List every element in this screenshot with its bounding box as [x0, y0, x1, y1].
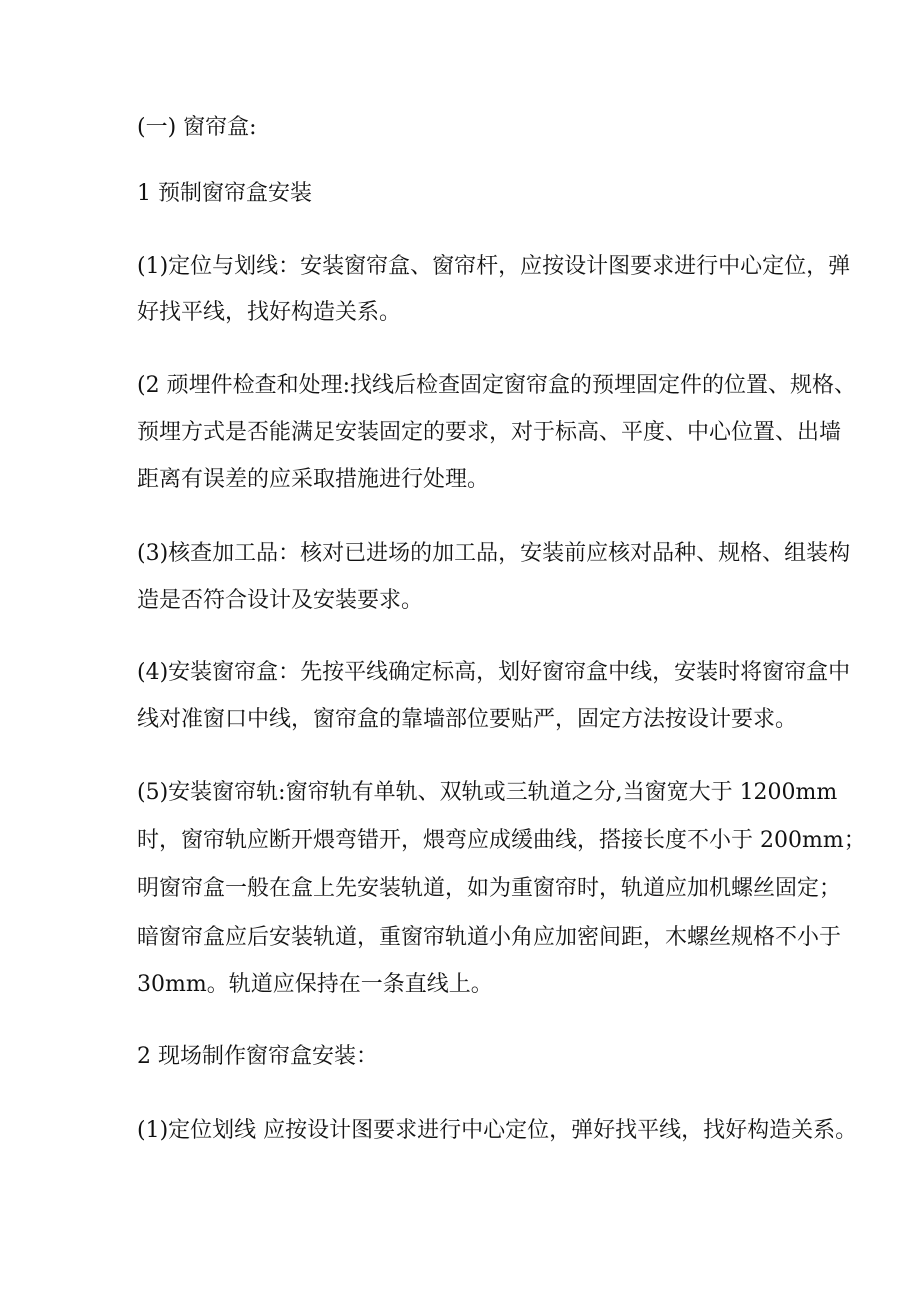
para-processed-goods-line-1: (3)核查加工品：核对已进场的加工品，安装前应核对品种、规格、组装构	[137, 541, 851, 566]
para-install-rail-line-2: 时，窗帘轨应断开煨弯错开，煨弯应成缓曲线，搭接长度不小于 200mm；	[137, 828, 866, 853]
para-install-box-line-1: (4)安装窗帘盒：先按平线确定标高，划好窗帘盒中线，安装时将窗帘盒中	[137, 660, 851, 685]
section-heading: (一) 窗帘盒:	[137, 115, 257, 140]
para-install-rail-line-4: 暗窗帘盒应后安装轨道，重窗帘轨道小角应加密间距，木螺丝规格不小于	[137, 925, 842, 950]
para-processed-goods-line-2: 造是否符合设计及安装要求。	[137, 588, 424, 613]
subheading-site-made-curtain-box: 2 现场制作窗帘盒安装：	[137, 1044, 378, 1069]
para-install-rail-line-3: 明窗帘盒一般在盒上先安装轨道，如为重窗帘时，轨道应加机螺丝固定；	[137, 876, 842, 901]
para-install-rail-line-5: 30mm。轨道应保持在一条直线上。	[137, 972, 493, 997]
para-embedded-check-line-2: 预埋方式是否能满足安装固定的要求，对于标高、平度、中心位置、出墙	[137, 420, 842, 445]
para-positioning-line-1: (1)定位与划线：安装窗帘盒、窗帘杆，应按设计图要求进行中心定位，弹	[137, 254, 851, 279]
para-embedded-check-line-3: 距离有误差的应采取措施进行处理。	[137, 467, 490, 492]
para-install-box-line-2: 线对准窗口中线，窗帘盒的靠墙部位要贴严，固定方法按设计要求。	[137, 707, 798, 732]
para-positioning-line-2: 好找平线，找好构造关系。	[137, 300, 402, 325]
subheading-prefab-curtain-box: 1 预制窗帘盒安装	[137, 181, 312, 206]
para-install-rail-line-1: (5)安装窗帘轨:窗帘轨有单轨、双轨或三轨道之分,当窗宽大于 1200mm	[137, 780, 838, 805]
para-embedded-check-line-1: (2 顽埋件检查和处理:找线后检查固定窗帘盒的预埋固定件的位置、规格、	[137, 373, 856, 398]
para-site-positioning-line-1: (1)定位划线 应按设计图要求进行中心定位，弹好找平线，找好构造关系。	[137, 1118, 858, 1143]
